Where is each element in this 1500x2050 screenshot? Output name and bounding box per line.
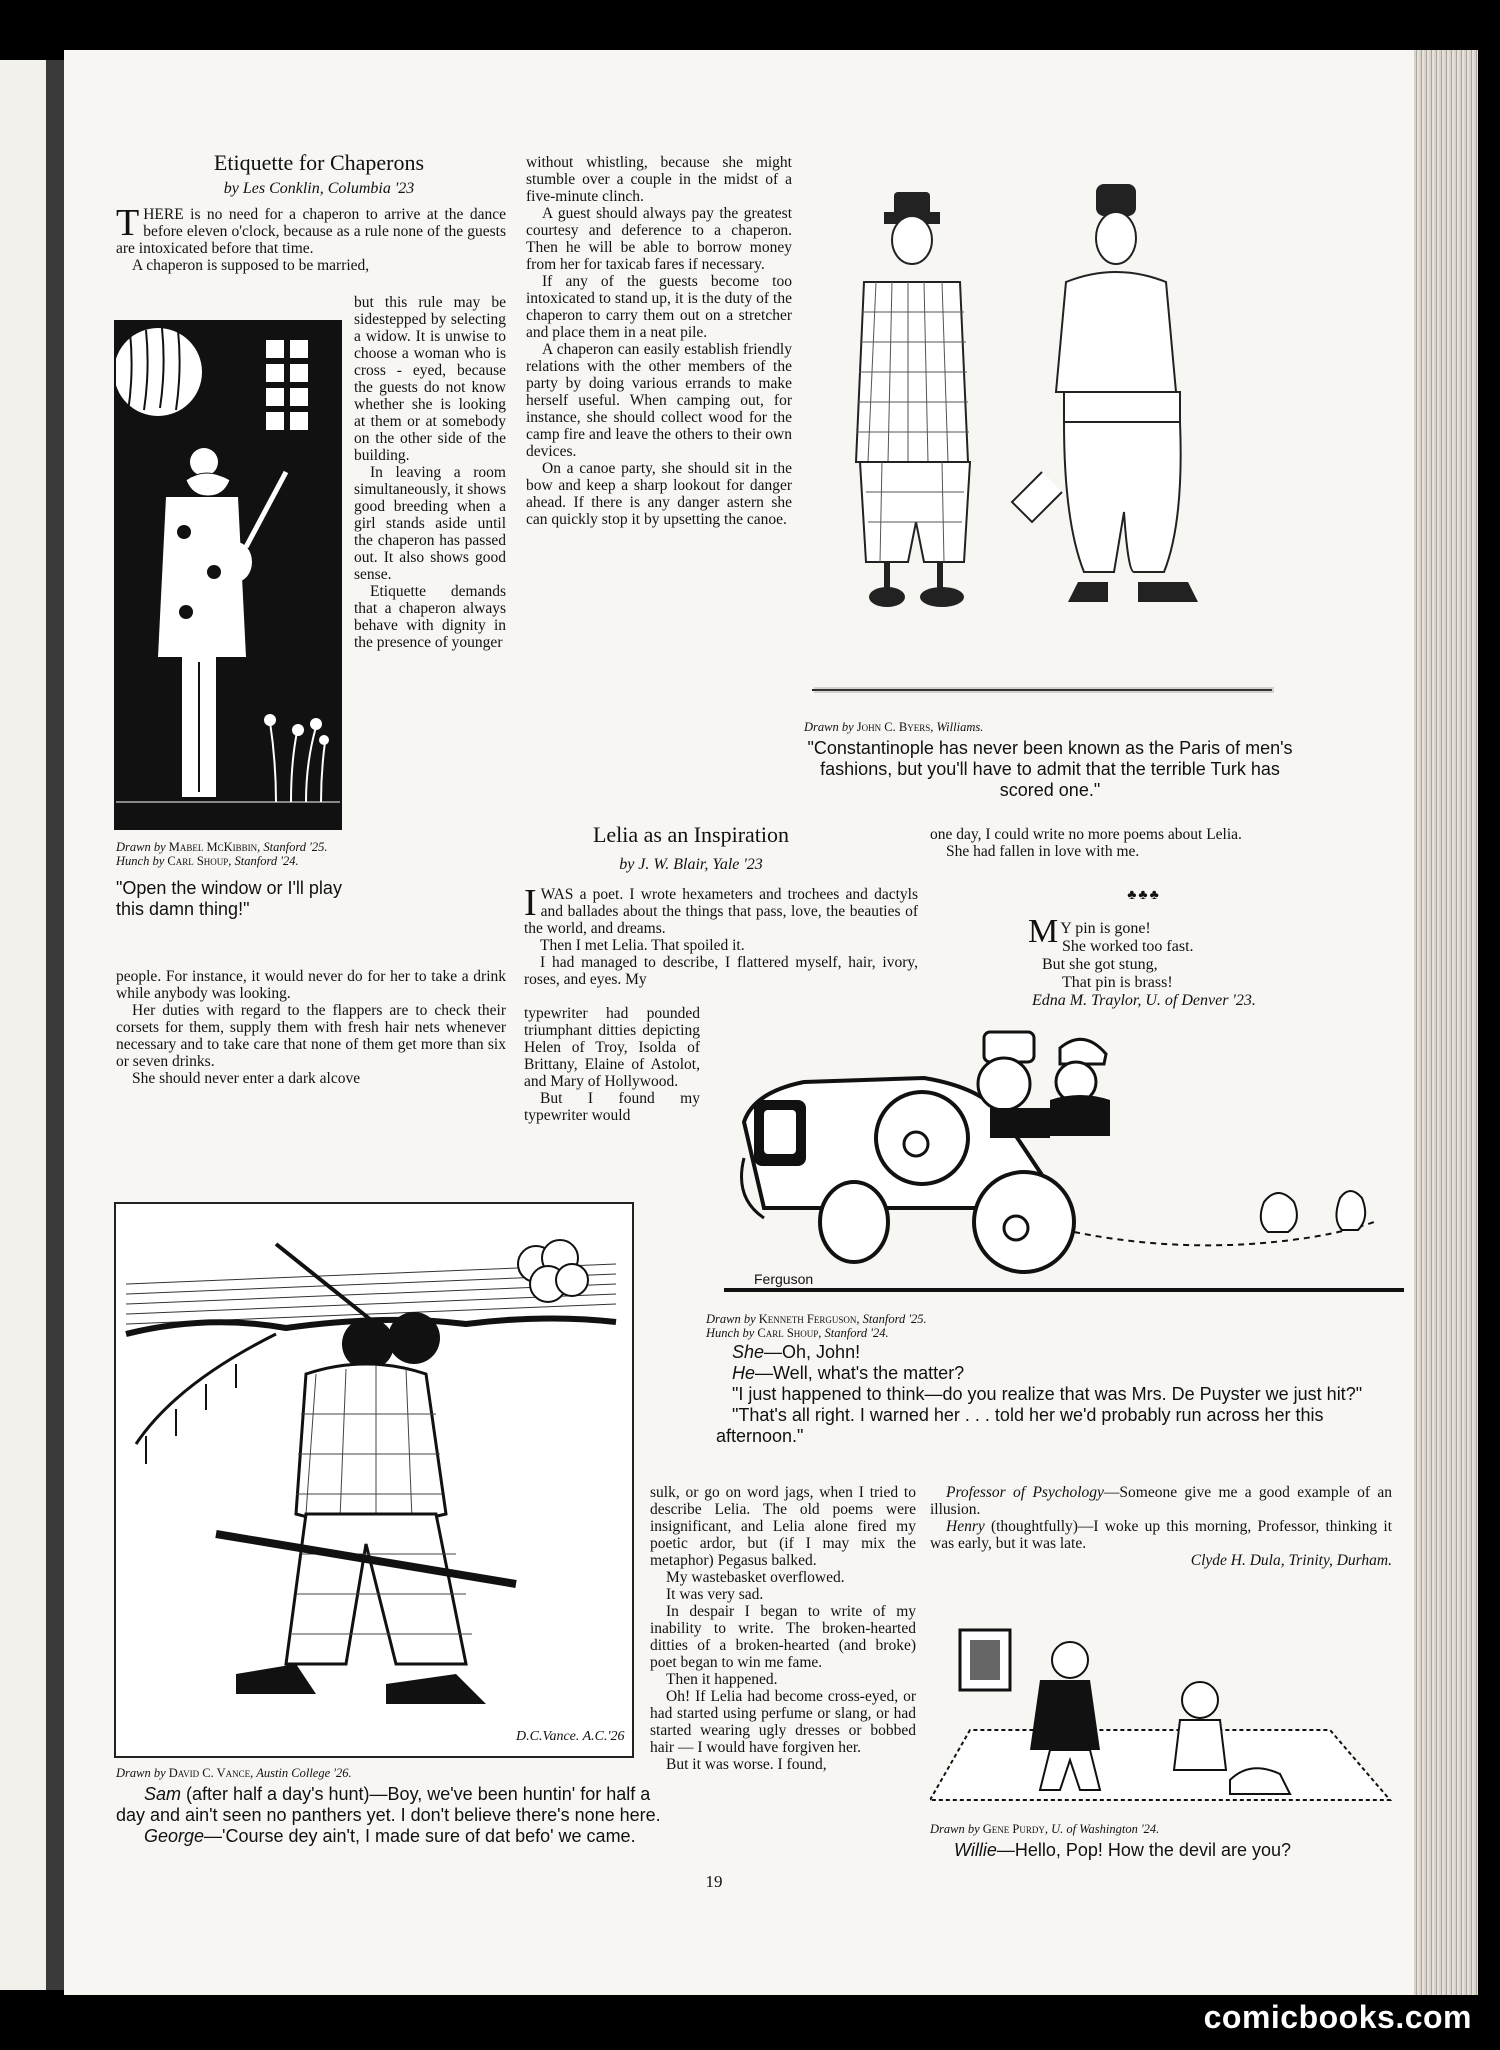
willie-credit: Drawn by Gene Purdy, U. of Washington '24. <box>930 1822 1160 1836</box>
lelia-byline: by J. W. Blair, Yale '23 <box>619 856 763 873</box>
psychology-joke: Professor of Psychology—Someone give me a good example of an illusion. Henry (thoughtfully)—I woke up this morning, Professor, thinking it was early, but it was late. Clyde H. Dula, Trinity, Durham. <box>930 1484 1392 1569</box>
artist-name: Gene Purdy <box>982 1822 1045 1836</box>
pierrot-credits: Drawn by Mabel McKibbin, Stanford '25. Hunch by Carl Shoup, Stanford '24. <box>116 840 328 868</box>
drop-cap: T <box>116 202 140 244</box>
poem-author: Edna M. Traylor, U. of Denver '23. <box>1032 992 1256 1009</box>
left-page-edge <box>0 60 49 1990</box>
watermark: comicbooks.com <box>1203 1999 1472 2035</box>
turk-caption: "Constantinople has never been known as the Paris of men's fashions, but you'll have to admit that the terrible Turk has scored one." <box>807 738 1293 800</box>
lelia-wrap-text: typewriter had pounded triumphant ditties depicting Helen of Troy, Isolda of Brittany, Elaine of Astolot, and Mary of Hollywood. But I found my typewriter would <box>524 1005 700 1124</box>
hunters-illustration <box>114 1202 634 1758</box>
car-illustration <box>704 1012 1404 1308</box>
turk-credit: Drawn by John C. Byers, Williams. <box>804 720 984 734</box>
willie-caption: Willie—Hello, Pop! How the devil are you? <box>954 1840 1291 1860</box>
book-gutter <box>46 60 64 1990</box>
pierrot-drawing <box>116 322 340 828</box>
hunters-dialogue: Sam (after half a day's hunt)—Boy, we've been huntin' for half a day and ain't seen no panthers yet. I don't believe there's none here. George—'Course dey ain't, I made sure of dat befo' we came. <box>116 1784 661 1846</box>
chaperons-byline: by Les Conklin, Columbia '23 <box>223 180 415 197</box>
car-credits: Drawn by Kenneth Ferguson, Stanford '25. Hunch by Carl Shoup, Stanford '24. <box>706 1312 927 1340</box>
pierrot-caption: "Open the window or I'll play this damn thing!" <box>116 878 342 919</box>
artist-name: David C. Vance <box>168 1766 251 1780</box>
drop-cap: I <box>524 882 537 924</box>
artist-name: Mabel McKibbin <box>168 840 258 854</box>
svg-text:D.C.Vance. A.C.'26: D.C.Vance. A.C.'26 <box>516 1729 625 1744</box>
magazine-page <box>64 50 1414 1995</box>
artist-signature: Ferguson <box>754 1271 814 1287</box>
lelia-title: Lelia as an Inspiration <box>592 822 790 847</box>
turk-illustration <box>802 142 1294 712</box>
page-stack-edge <box>1414 50 1478 1995</box>
hunters-credit: Drawn by David C. Vance, Austin College '26. <box>116 1766 352 1780</box>
lelia-column-middle: sulk, or go on word jags, when I tried to describe Lelia. The old poems were insignificant, and Lelia alone fired my poetic ardor, but (if I may mix the metaphor) Pegasus balked. My wastebasket overflowed. It was very sad. In despair I began to write of my inability to write. The broken-hearted ditties of a broken-hearted (and broke) poet began to win me fame. Then it happened. Oh! If Lelia had become cross-eyed, or had started using perfume or slang, or had started wearing ugly dresses or bobbed hair — I would have forgiven her. But it was worse. I found, <box>650 1484 916 1773</box>
lelia-intro: IWAS a poet. I wrote hexameters and trochees and dactyls and ballades about the things that pass, love, the beauties of the world, and dreams. Then I met Lelia. That spoiled it. I had managed to describe, I flattered myself, hair, ivory, roses, and eyes. My <box>524 882 918 988</box>
pin-poem: M Y pin is gone! She worked too fast. But she got stung, That pin is brass! Edna M. Traylor, U. of Denver '23. <box>1028 920 1358 1010</box>
car-dialogue: She—Oh, John! He—Well, what's the matter? "I just happened to think—do you realize that was Mrs. De Puyster we just hit?" "That's all right. I warned her . . . told her we'd probably run across her this afternoon." <box>716 1342 1363 1446</box>
page-number: 19 <box>705 1872 723 1891</box>
artist-name: John C. Byers <box>856 720 931 734</box>
section-dingbat: ♣♣♣ <box>1127 888 1161 903</box>
chaperons-intro: THERE is no need for a chaperon to arrive at the dance before eleven o'clock, because as a rule none of the guests are intoxicated before that time. A chaperon is supposed to be married, <box>116 202 506 274</box>
hunters-drawing <box>116 1204 632 1756</box>
willie-drawing <box>930 1610 1396 1816</box>
chaperons-continued: people. For instance, it would never do for her to take a drink while anybody was looking. Her duties with regard to the flappers are to check their corsets for them, supply them with fresh hair nets whenever necessary and to take care that none of them get more than six or seven drinks. She should never enter a dark alcove <box>116 968 506 1087</box>
chaperons-title: Etiquette for Chaperons <box>213 150 425 175</box>
lelia-column-right: one day, I could write no more poems about Lelia. She had fallen in love with me. <box>930 826 1242 860</box>
car-drawing <box>704 1012 1404 1308</box>
artist-name: Kenneth Ferguson <box>758 1312 857 1326</box>
pierrot-illustration <box>114 320 342 830</box>
chaperons-wrap-text: but this rule may be sidestepped by selecting a widow. It is unwise to choose a woman who is cross - eyed, because the guests do not know whether she is looking at them or at somebody on the other side of the building. In leaving a room simultaneously, it shows good breeding when a girl stands aside until the chaperon has passed out. It also shows good sense. Etiquette demands that a chaperon always behave with dignity in the presence of younger <box>354 294 506 651</box>
joke-author: Clyde H. Dula, Trinity, Durham. <box>1190 1552 1392 1569</box>
willie-illustration <box>930 1610 1396 1816</box>
chaperons-column-2: without whistling, because she might stumble over a couple in the midst of a five-minute clinch. A guest should always pay the greatest courtesy and deference to a chaperon. Then he will be able to borrow money from her for taxicab fares if necessary. If any of the guests become too intoxicated to stand up, it is the duty of the chaperon to carry them out on a stretcher and place them in a neat pile. A chaperon can easily establish friendly relations with the other members of the party by doing various errands to make herself useful. When camping out, for instance, she should collect wood for the camp fire and leave the others to their own devices. On a canoe party, she should sit in the bow and keep a sharp lookout for danger ahead. If there is any danger astern she can quickly stop it by upsetting the canoe. <box>526 154 792 528</box>
turk-drawing <box>802 142 1294 712</box>
